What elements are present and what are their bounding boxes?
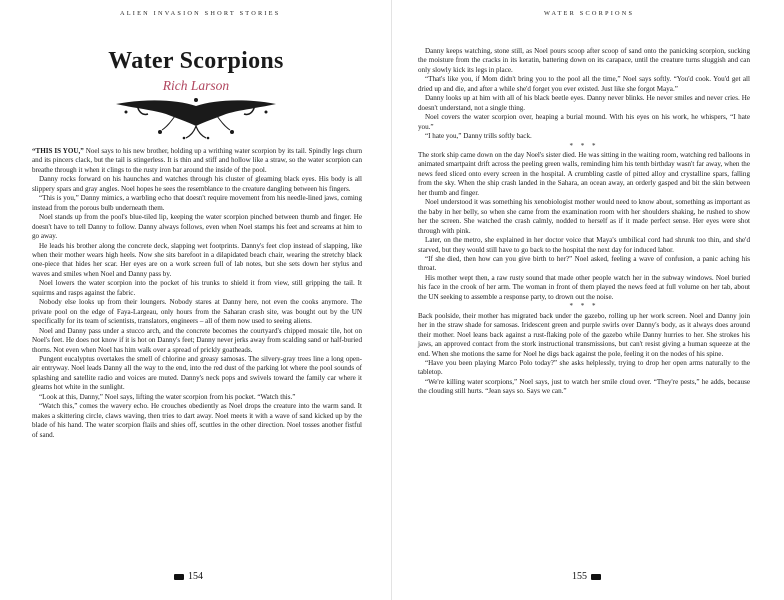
paragraph: Noel lowers the water scorpion into the pocket of his trunks to shield it from view, still gripping the tail. It squirms and rasps against the fabric. [32,279,362,297]
paragraph: Noel covers the water scorpion over, heaping a burial mound. With his eyes on his work, he whispers, “I hate you.” [418,113,750,131]
story-title: Water Scorpions [108,48,284,74]
story-author: Rich Larson [162,78,230,93]
paragraph: Noel and Danny pass under a stucco arch, and the concrete becomes the courtyard's chipped mosaic tile, hot on Noel's feet. He does not know if it is hot on Danny's feet; Danny never jerks away from scalding sand or half-buried thorns. Not even when Noel has him walk over a spread of prickly goatheads. [32,326,362,354]
paragraph: Back poolside, their mother has migrated back under the gazebo, rolling up her work screen. Noel and Danny join her in the straw shade for samosas. Iridescent green and purple swirls over Danny's body, as it always does around their mother. Noel leans back against a rust-flaking pole of the gazebo while Danny hurries to her. She strokes his jaws, an approved contact from the stork instructional transmissions, but can't resist giving a human squeeze at the end. When she motions the same for Noel he digs back against the pole, feeling it on the nodes of his spine. [418,311,750,358]
right-page [392,0,784,600]
paragraph: “THIS IS YOU,” Noel says to his new brother, holding up a writhing water scorpion by its tail. Spindly legs churn and its pincers clack, but the tail is stingerless. It is thin and stiff and hollow like a straw, so the water scorpion can breathe through it when it clings to the rusty iron bar around the inside of the pool. [32,147,362,174]
splash-ornament-icon [108,92,284,142]
page-number-right: 155 [572,571,601,582]
paragraph: The stork ship came down on the day Noel's sister died. He was sitting in the waiting room, watching red balloons in animated smartpaint drift across the peeling green walls, reminding him his tenth birthday wasn't far away, when the news feed sliced onto every screen in the hospital. A crumbling castle of pitted alloy and crystalline spars, falling from the sky. When the ship crash landed in the Sahara, an ocean away, an orderly gasped and bit the skin between her thumb and finger. [418,150,750,197]
paragraph: Danny looks up at him with all of his black beetle eyes. Danny never blinks. He never smiles and never cries. He doesn't understand, not a single thing. [418,94,750,112]
paragraph: Danny keeps watching, stone still, as Noel pours scoop after scoop of sand onto the panicking scorpion, sucking the moisture from the cracks in its keratin, battering down on its carapace, until the creature turns sluggish and can only slowly kick its legs in place. [418,47,750,74]
paragraph: Noel stands up from the pool's blue-tiled lip, keeping the water scorpion pinched between thumb and finger. He doesn't have to tell Danny to follow. Danny always follows, even when Noel stamps his feet and screams at him to go away. [32,213,362,241]
paragraph: Nobody else looks up from their loungers. Nobody stares at Danny here, not even the cooks anymore. The private pool on the edge of Faya-Largeau, only hours from the Saharan crash site, was bought out by the UN specifically for its team of scientists, translators, engineers – all of them now used to seeing aliens. [32,298,362,326]
paragraph: Noel understood it was something his xenobiologist mother would need to know about, something as important as the baby in her belly, so when she came from the examination room with her shoulders shaking, he rushed to show her the screen. She watched the crash calmly, nodded to herself as if it made perfect sense. Her eyes were shot through with pink. [418,198,750,235]
paragraph: Pungent eucalyptus overtakes the smell of chlorine and greasy samosas. The silvery-gray trees line a long open-air entryway. Noel leads Danny all the way to the end, into the red dust of the parking lot where the pool sounds of splashing and satellite radio and voices are muted. Danny's neck pops and swivels toward the family car where it gleams hot white in the sunlight. [32,354,362,392]
paragraph: His mother wept then, a raw rusty sound that made other people watch her in the subway windows. Noel buried his face in the crook of her arm. The woman in front of them played the news feed at full volume on her tab, about the UN seeking to assemble a response party, to drown out the noise. [418,273,750,301]
lead-in: “THIS IS YOU,” [32,147,84,155]
paragraph: Later, on the metro, she explained in her doctor voice that Maya's umbilical cord had shrunk too thin, and she'd starved, but they would still have to go back to the hospital the next day for induced labor. [418,236,750,254]
right-body-text [418,47,750,397]
running-head-left: ALIEN INVASION SHORT STORIES [120,10,281,17]
paragraph: “I hate you,” Danny trills softly back. [425,132,532,141]
scene-separator: * * * [569,302,599,311]
paragraph: “We're killing water scorpions,” Noel says, just to watch her smile cloud over. “They're pests,” he adds, because the clouding still hurts. “Jean says so. Says we can.” [418,377,750,396]
paragraph: “Look at this, Danny,” Noel says, lifting the water scorpion from his pocket. “Watch this.” [39,392,296,401]
running-head-right: WATER SCORPIONS [544,10,635,17]
scene-separator: * * * [569,141,599,150]
page-number-left: 154 [174,571,203,582]
folio-ornament-icon [591,574,601,580]
paragraph: “If she died, then how can you give birth to her?” Noel asked, feeling a wave of confusion, a panic aching his throat. [418,254,750,273]
paragraph: He leads his brother along the concrete deck, slapping wet footprints. Danny's feet clop instead of slapping, like when their mother wears high heels. Now she sits barefoot in a dilapidated beach chair, wearing the stretchy black one-piece that hides her scar. Her eyes are on a work screen full of lab notes, but she sets down her stylus and waves and smiles when Noel and Danny pass by. [32,241,362,278]
left-body-text [32,147,362,440]
paragraph: “Watch this,” comes the wavery echo. He crouches obediently as Noel drops the creature into the warm sand. It makes a skittering circle, claws waving, then tries to dart away. Noel meets it with a wave of sand kicked up by the blade of his hand. The water scorpion flails and shies off, scuttles in the other direction. Noel tosses another fistful of sand. [32,402,362,439]
paragraph: “That's like you, if Mom didn't bring you to the pool all the time,” Noel says softly. “You'd cook. You'd get all dried up and die, and after a while she'd forget you ever existed. Just like she forgot Maya.” [418,75,750,93]
paragraph: Danny rocks forward on his haunches and watches through his cluster of gleaming black eyes. His body is all slippery spars and gray angles. Noel hopes he sees the resemblance to the creature dangling between his fingers. [32,175,362,193]
paragraph: “This is you,” Danny mimics, a warbling echo that doesn't require movement from his needle-lined jaws, coming instead from the porous bulb underneath them. [32,194,362,212]
folio-ornament-icon [174,574,184,580]
paragraph: “Have you been playing Marco Polo today?” she asks helplessly, trying to drop her open arms naturally to the tabletop. [418,358,750,377]
